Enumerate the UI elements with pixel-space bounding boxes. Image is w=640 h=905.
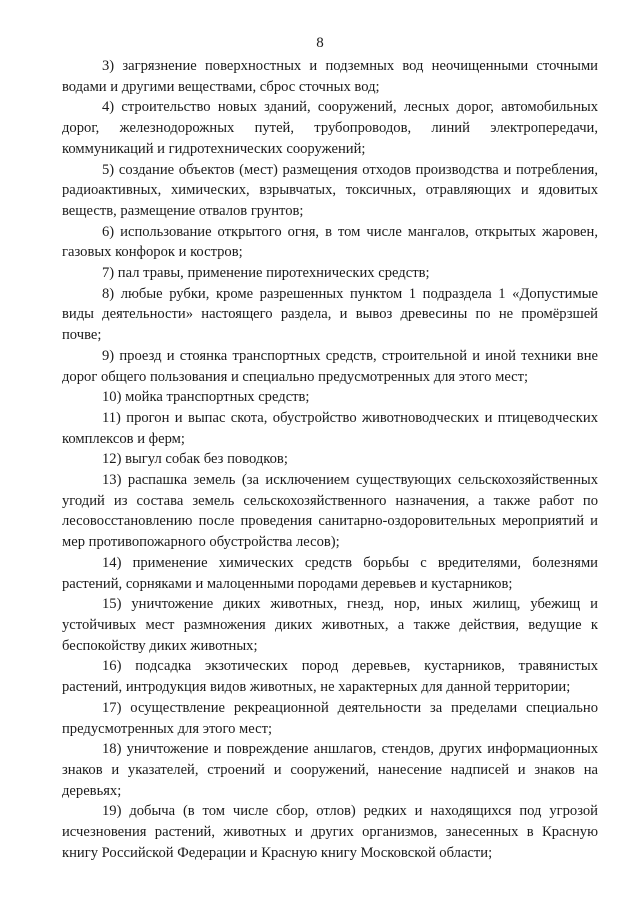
list-item: 7) пал травы, применение пиротехнических средств; [102,265,430,282]
list-item: 9) проезд и стоянка транспортных средств, строительной и иной техники вне дорог общего пользования и специально предусмотренных для этого мест; [62,347,598,385]
list-item: 16) подсадка экзотических пород деревьев, кустарников, травянистых растений, интродукция видов животных, не характерных для данной территории; [62,658,598,696]
list-item: 11) прогон и выпас скота, обустройство животноводческих и птицеводческих комплексов и ферм; [62,409,598,447]
list-item: 14) применение химических средств борьбы с вредителями, болезнями растений, сорняками и малоценными породами деревьев и кустарников; [62,554,598,592]
list-item: 8) любые рубки, кроме разрешенных пунктом 1 подраздела 1 «Допустимые виды деятельности» настоящего раздела, и вывоз древесины по не промёрзшей почве; [62,285,598,344]
list-item: 3) загрязнение поверхностных и подземных вод неочищенными сточными водами и другими веществами, сброс сточных вод; [62,58,598,95]
list-item: 19) добыча (в том числе сбор, отлов) редких и находящихся под угрозой исчезновения растений, животных и других организмов, занесенных в Красную книгу Российской Федерации и Красную книгу Московской области; [62,803,598,861]
list-item: 10) мойка транспортных средств; [102,389,310,406]
page-number: 8 [316,35,324,51]
list-item: 13) распашка земель (за исключением существующих сельскохозяйственных угодий из состава земель сельскохозяйственного назначения, а также работ по лесовосстановлению после проведения санитарно-оздоровительных мероприятий и мер противопожарного обустройства лесов); [62,472,598,551]
list-item: 18) уничтожение и повреждение аншлагов, стендов, других информационных знаков и указателей, строений и сооружений, нанесение надписей и знаков на деревьях; [62,741,598,799]
list-item: 5) создание объектов (мест) размещения отходов производства и потребления, радиоактивных, химических, взрывчатых, токсичных, отравляющих и ядовитых веществ, размещение отвалов грунтов; [62,161,598,219]
list-item: 15) уничтожение диких животных, гнезд, нор, иных жилищ, убежищ и устойчивых мест размножения диких животных, а также действия, ведущие к беспокойству диких животных; [62,596,598,654]
list-item: 17) осуществление рекреационной деятельности за пределами специально предусмотренных для этого мест; [62,699,598,737]
list-item: 12) выгул собак без поводков; [102,451,288,468]
document-body [62,56,598,863]
list-item: 6) использование открытого огня, в том числе мангалов, открытых жаровен, газовых конфорок и костров; [62,223,598,261]
list-item: 4) строительство новых зданий, сооружений, лесных дорог, автомобильных дорог, железнодорожных путей, трубопроводов, линий электропередачи, коммуникаций и гидротехнических сооружений; [62,99,598,157]
